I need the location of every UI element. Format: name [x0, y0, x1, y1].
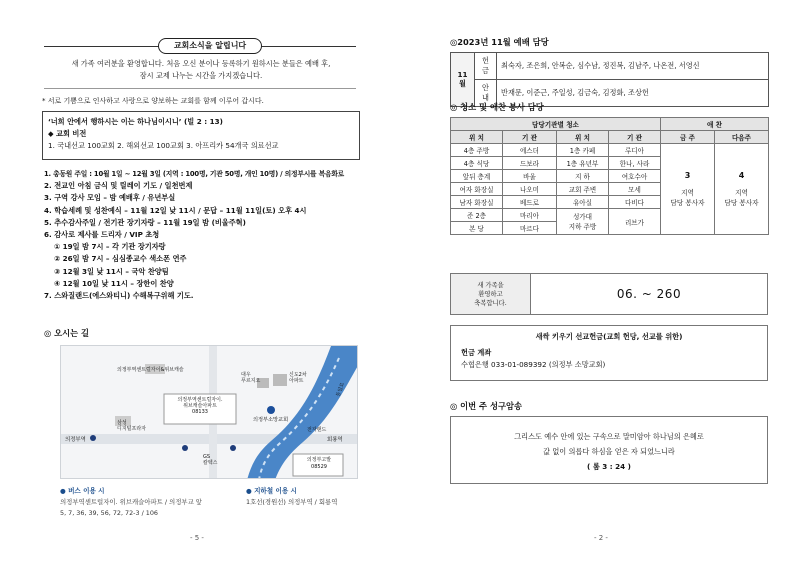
table-cell: 준 2층 [451, 209, 503, 222]
directions-title: ◎ 오시는 길 [44, 328, 90, 338]
newcomer-label: 새 가족을 환영하고 축복합니다. [451, 274, 531, 314]
col-header: 위 치 [557, 131, 609, 144]
merged-cell-line-1: 성가대 [572, 212, 593, 221]
news-item: 3. 구역 강사 모임 – 밤 예배후 / 유년부실 [44, 193, 176, 203]
newcomer-box [450, 273, 768, 315]
merged-cell-line-2: 지하 주방 [568, 222, 597, 231]
col-header: 위 치 [451, 131, 503, 144]
duty-names: 반재문, 이준근, 주일성, 김금숙, 김정화, 조상헌 [497, 80, 769, 107]
map-label-church: 의정부소망교회 [253, 417, 289, 423]
table-cell: 드보라 [503, 157, 557, 170]
greet-note: * 서로 기쁨으로 인사하고 사랑으로 양보하는 교회를 함께 이루어 갑시다. [42, 97, 264, 105]
news-list [44, 168, 364, 302]
table-cell: 마리아 [503, 209, 557, 222]
offering-title: 새싹 키우기 선교헌금(교회 헌당, 선교를 위한) [535, 332, 683, 341]
table-row [451, 118, 769, 131]
map-label-daewoo: 대우 푸르지오 [241, 372, 261, 384]
table-cell: 지 하 [557, 170, 609, 183]
news-sub-item: ④ 12월 10일 낮 11시 – 장한이 찬양 [54, 278, 174, 288]
verse-ref: ( 롬 3 : 24 ) [587, 462, 631, 471]
table-cell: 본 당 [451, 222, 503, 235]
table-cell: 모세 [609, 183, 661, 196]
subway-marker-icon [90, 435, 96, 441]
table-cell: 여호수아 [609, 170, 661, 183]
duty-role: 안내 [475, 80, 497, 107]
col-header: 기 관 [503, 131, 557, 144]
vision-text: 1. 국내선교 100교회 2. 해외선교 100교회 3. 아프리카 54개국 의료선교 [48, 141, 279, 150]
this-week-text: 지역 담당 봉사자 [670, 188, 705, 207]
table-cell: 1층 유년부 [557, 157, 609, 170]
col-header: 다음주 [715, 131, 769, 144]
diamond-icon: ◆ [48, 129, 57, 138]
offering-account: 수협은행 033-01-089392 (의정부 소망교회) [461, 360, 606, 369]
table-cell: 리브가 [609, 209, 661, 235]
offering-box [450, 325, 768, 381]
verse-box [450, 416, 768, 484]
bus-title: 버스 이용 시 [68, 487, 105, 495]
this-week-cell [661, 144, 715, 235]
news-item: 1. 총동원 주일 : 10월 1일 ~ 12월 3일 (지역 : 100명, 기관 50명, 개인 10명) / 의정부시를 복음화로 [44, 170, 345, 178]
bus-line-2: 5, 7, 36, 39, 56, 72, 72-3 / 106 [60, 509, 158, 517]
table-cell: 한나, 사라 [609, 157, 661, 170]
map-label-samsung: 삼성 디지털프라자 [117, 420, 146, 432]
clean-table [450, 117, 769, 235]
map [60, 345, 358, 479]
bus-info [60, 486, 202, 519]
bus-title-row [60, 486, 202, 497]
table-cell: 베드로 [503, 196, 557, 209]
duty-month: 11월 [451, 53, 475, 107]
meal-group-header: 애 찬 [661, 118, 769, 131]
duty-role: 헌금 [475, 53, 497, 80]
table-cell: 다비다 [609, 196, 661, 209]
verse-title: ◎ 이번 주 성구암송 [450, 401, 523, 411]
vision-verse: ‘너희 안에서 행하시는 이는 하나님이시니’ (빌 2 : 13) [48, 117, 223, 126]
this-week-num: 3 [684, 170, 691, 180]
table-row [451, 131, 769, 144]
table-cell: 1층 카페 [557, 144, 609, 157]
subway-title-row [246, 486, 337, 497]
map-label-apt: 의정부역센트럴자이&위브캐슬 [117, 367, 184, 373]
page-number-left: - 5 - [190, 534, 204, 542]
offering-account-label: 헌금 계좌 [461, 347, 492, 357]
map-label-road: 동일로 [335, 381, 347, 398]
table-cell [557, 209, 609, 235]
map-label-shindo: 신도2차 아파트 [289, 372, 307, 384]
subway-title: 지하철 이용 시 [254, 487, 297, 495]
church-marker-icon [267, 406, 275, 414]
news-item: 6. 감사로 제사를 드리자 / VIP 초청 [44, 230, 160, 240]
news-item: 7. 스와질랜드(에스와티니) 수해복구위해 기도. [44, 291, 194, 301]
welcome-text [46, 58, 356, 82]
news-item: 4. 학습세례 및 성찬예식 – 11월 12일 낮 11시 / 문답 – 11월 11일(토) 오후 4시 [44, 205, 307, 215]
map-label-school: 의정부고발 08529 [306, 457, 332, 470]
verse-line-2: 값 없이 의롭다 하심을 얻은 자 되었느니라 [543, 447, 675, 456]
news-sub-item: ③ 12월 3일 낮 11시 – 국악 찬양팀 [54, 266, 169, 276]
table-cell: 유아실 [557, 196, 609, 209]
page-number-right: - 2 - [594, 534, 608, 542]
table-cell: 4층 주방 [451, 144, 503, 157]
table-row [451, 53, 769, 80]
table-cell: 앞뒤 층계 [451, 170, 503, 183]
vision-title-row [48, 128, 354, 140]
map-label-complex: 의정부역센트럴자이. 위브캐슬아파트 08133 [177, 397, 223, 415]
table-cell: 4층 식당 [451, 157, 503, 170]
vision-box [42, 111, 360, 160]
table-cell: 여자 화장실 [451, 183, 503, 196]
table-cell: 교회 주변 [557, 183, 609, 196]
building [273, 374, 287, 386]
col-header: 금 주 [661, 131, 715, 144]
next-week-cell [715, 144, 769, 235]
clean-group-header: 담당기관별 청소 [451, 118, 661, 131]
subway-line-1: 1호선(경원선) 의정부역 / 회룡역 [246, 498, 338, 506]
duty-names: 최숙자, 조은희, 안복순, 심수남, 정진복, 김남주, 나온전, 서영신 [497, 53, 769, 80]
table-row [451, 144, 769, 157]
map-label-gs: GS 칼텍스 [203, 454, 218, 466]
subway-info [246, 486, 337, 508]
welcome-line-2: 잠시 교제 나누는 시간을 가지겠습니다. [139, 71, 263, 80]
verse-line-1: 그리스도 예수 안에 있는 구속으로 말미암아 하나님의 은혜로 [514, 432, 704, 441]
welcome-line-1: 새 가족 여러분을 환영합니다. 처음 오신 분이나 등록하기 원하시는 분들은 예배 후, [71, 59, 331, 68]
subway-marker-icon [182, 445, 188, 451]
bus-icon: ● [60, 487, 69, 495]
clean-title: ◎ 청소 및 애찬 봉사 담당 [450, 102, 544, 112]
table-cell: 마르다 [503, 222, 557, 235]
table-cell: 루디아 [609, 144, 661, 157]
subway-marker-icon [230, 445, 236, 451]
news-sub-item: ② 26일 밤 7시 – 심심종교수 색소폰 연주 [54, 254, 187, 264]
table-cell: 나오미 [503, 183, 557, 196]
map-label-station: 의정부역 [65, 437, 86, 443]
next-week-text: 지역 담당 봉사자 [724, 188, 759, 207]
duty-table [450, 52, 769, 107]
table-cell: 바울 [503, 170, 557, 183]
duty-title: ◎2023년 11월 예배 담당 [450, 37, 549, 47]
next-week-num: 4 [738, 170, 745, 180]
map-label-hoeryong: 회룡역 [327, 437, 343, 443]
notice-title: 교회소식을 알립니다 [158, 38, 262, 54]
news-sub-item: ① 19일 밤 7시 – 각 기관 장기자랑 [54, 242, 166, 252]
table-cell: 에스더 [503, 144, 557, 157]
table-cell: 남자 화장실 [451, 196, 503, 209]
subway-icon: ● [246, 487, 255, 495]
vision-title: 교회 비전 [56, 129, 87, 138]
news-item: 5. 추수감사주일 / 전기관 장기자랑 – 11월 19일 밤 (비울주혁) [44, 217, 246, 227]
news-item: 2. 전교인 아침 금식 및 릴레이 기도 / 일천번제 [44, 181, 193, 191]
col-header: 기 관 [609, 131, 661, 144]
newcomer-count: 06. ~ 260 [616, 287, 682, 301]
map-label-electroland: 전자랜드 [307, 427, 327, 433]
bus-line-1: 의정부역센트럴자이. 위브캐슬아파트 / 의정부교 앞 [60, 498, 202, 506]
